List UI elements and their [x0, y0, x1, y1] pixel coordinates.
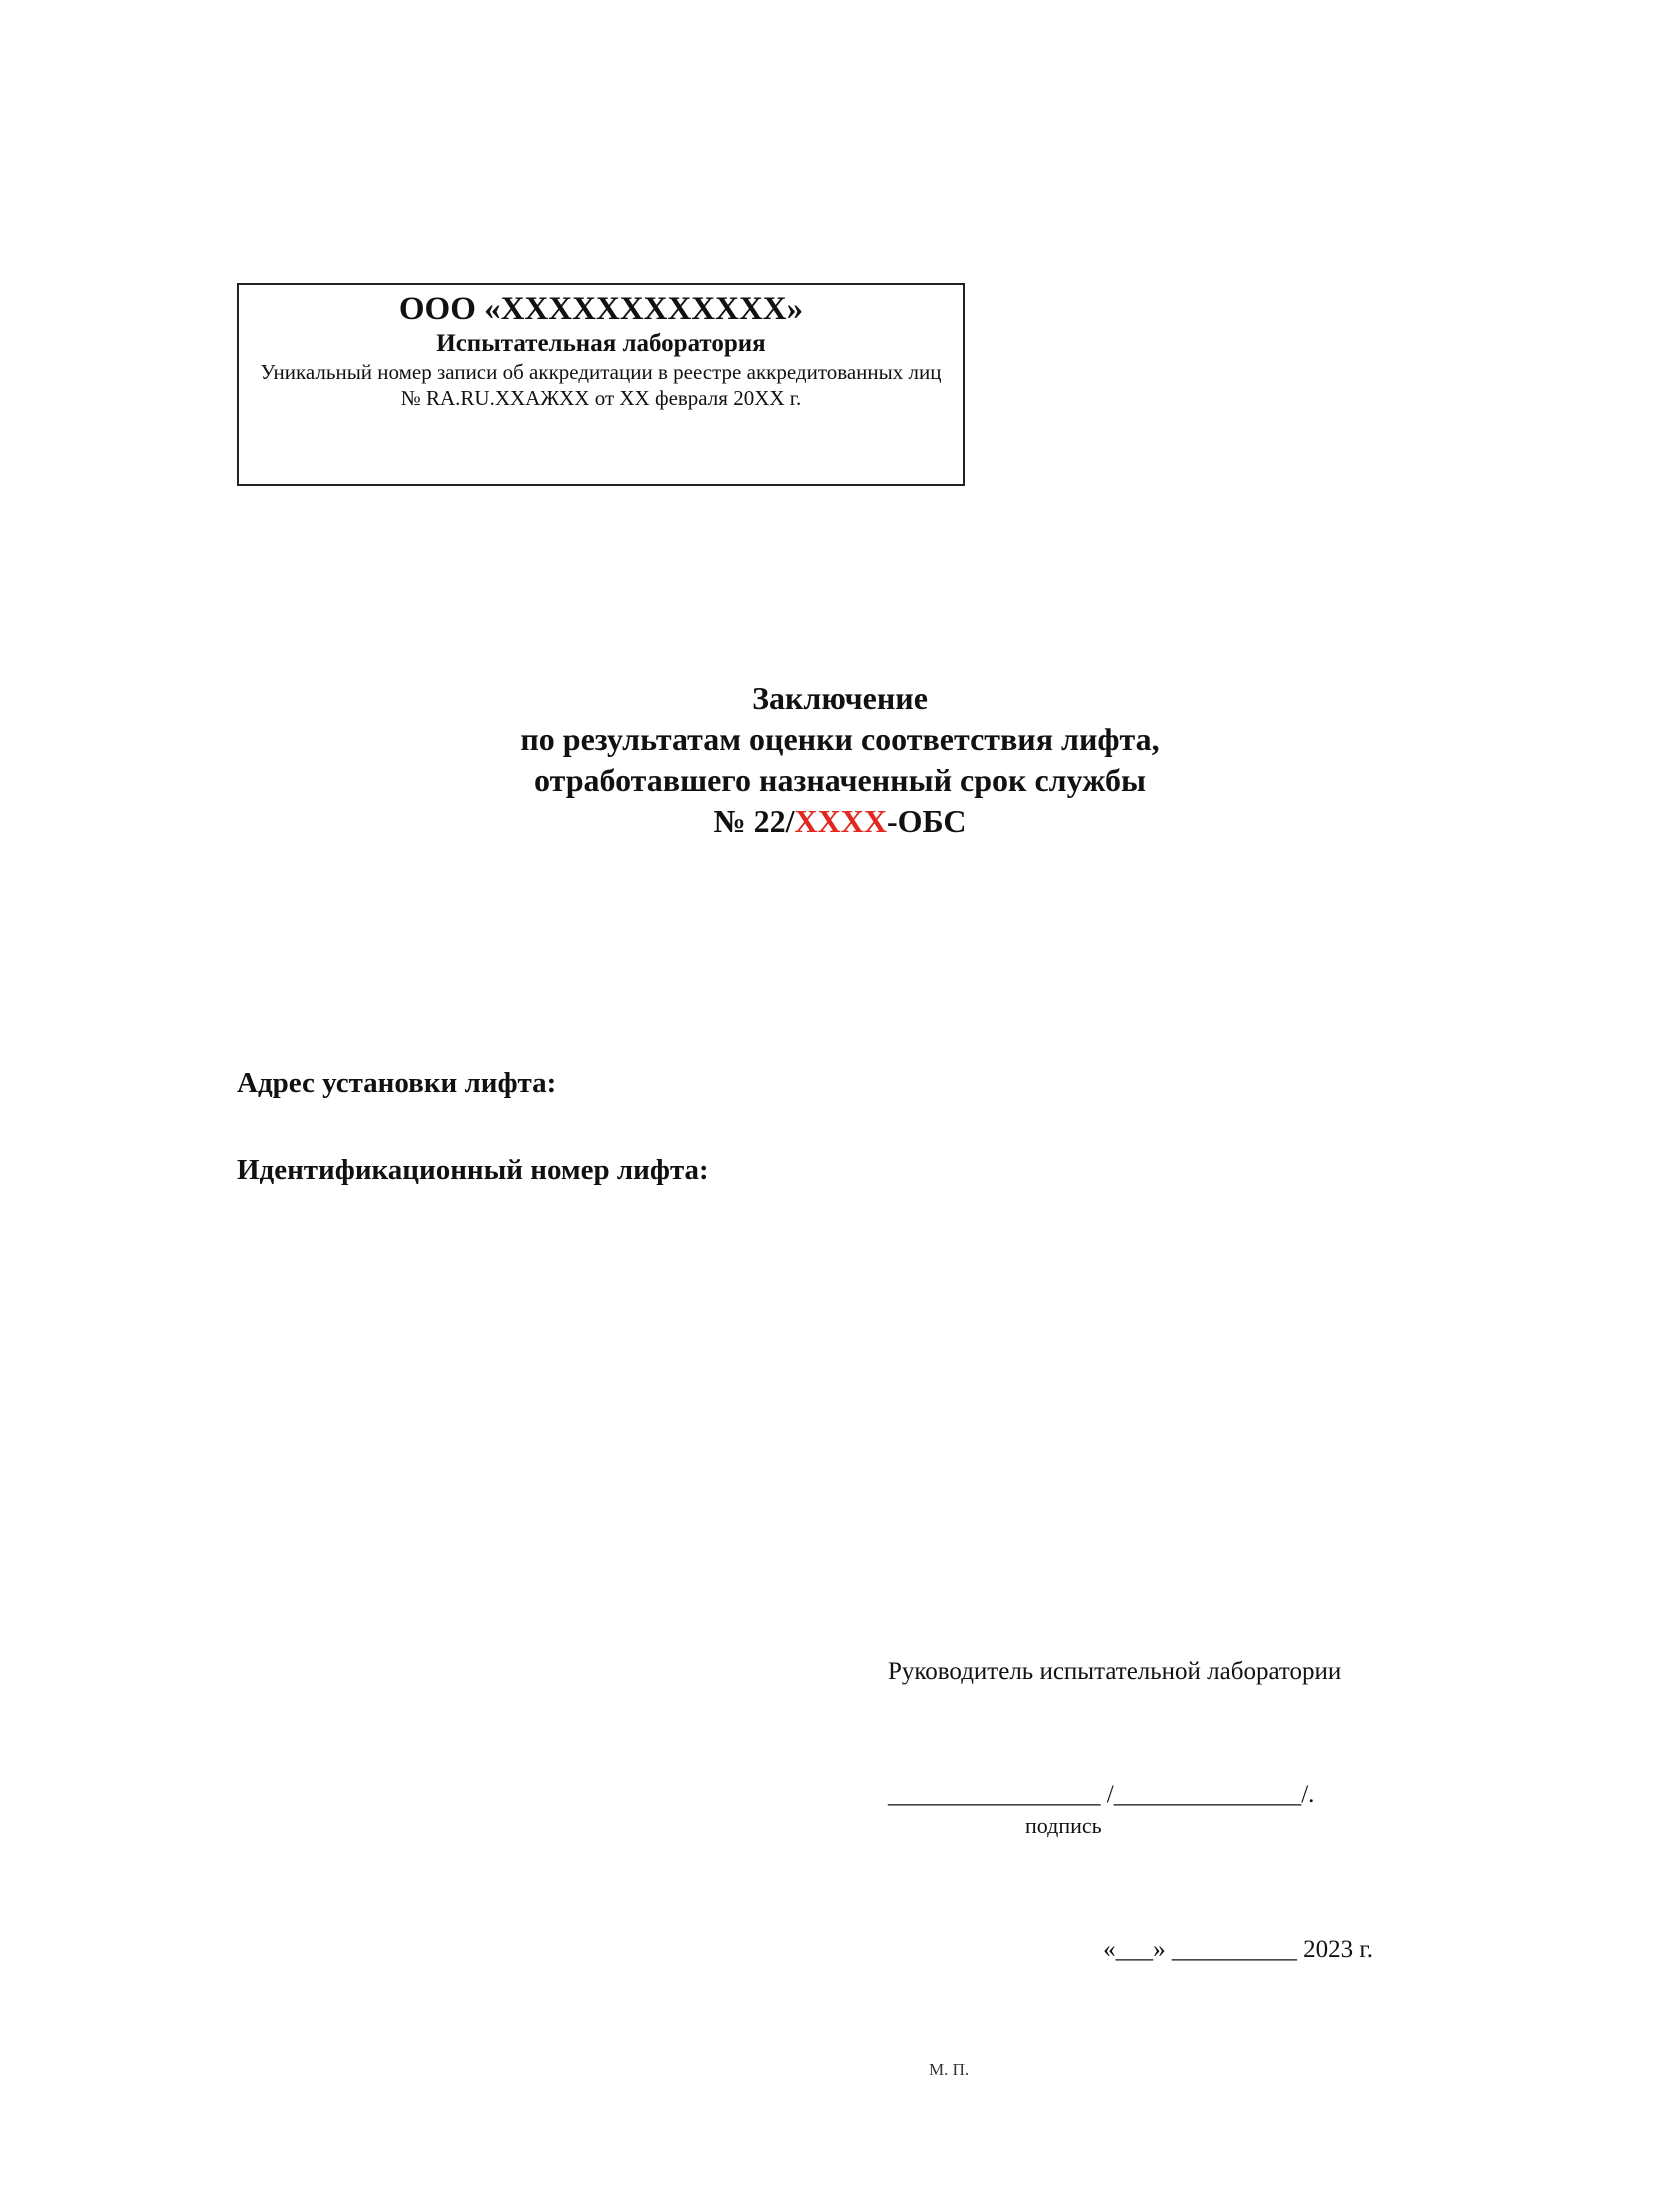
- date-line: «___» __________ 2023 г.: [1103, 1936, 1373, 1963]
- document-number-suffix: -ОБС: [886, 803, 967, 839]
- signer-title: Руководитель испытательной лаборатории: [888, 1658, 1342, 1685]
- document-number-prefix: № 22/: [713, 803, 795, 839]
- title-line-2: по результатам оценки соответствия лифта,: [520, 721, 1160, 757]
- title-line-3: отработавшего назначенный срок службы: [534, 762, 1146, 798]
- signature-caption: подпись: [1025, 1813, 1102, 1838]
- stamp-place-label: М. П.: [929, 2060, 970, 2079]
- document-title: [300, 678, 1380, 842]
- document-number: [300, 801, 1380, 842]
- document-number-placeholder: ХХХХ: [794, 803, 887, 839]
- accreditation-text: Уникальный номер записи об аккредитации в реестре аккредитованных лиц: [260, 360, 942, 384]
- organization-name: ООО «ХХХХХХХХХХХХ»: [398, 291, 804, 327]
- laboratory-name: Испытательная лаборатория: [436, 330, 766, 357]
- elevator-id-label: Идентификационный номер лифта:: [237, 1154, 709, 1186]
- accreditation-number: № RA.RU.ХХАЖХХ от ХХ февраля 20ХХ г.: [400, 386, 802, 410]
- signature-line: _________________ /_______________/.: [888, 1781, 1315, 1808]
- elevator-address-label: Адрес установки лифта:: [237, 1067, 557, 1099]
- organization-header-box: [237, 283, 965, 486]
- title-line-1: Заключение: [752, 680, 928, 716]
